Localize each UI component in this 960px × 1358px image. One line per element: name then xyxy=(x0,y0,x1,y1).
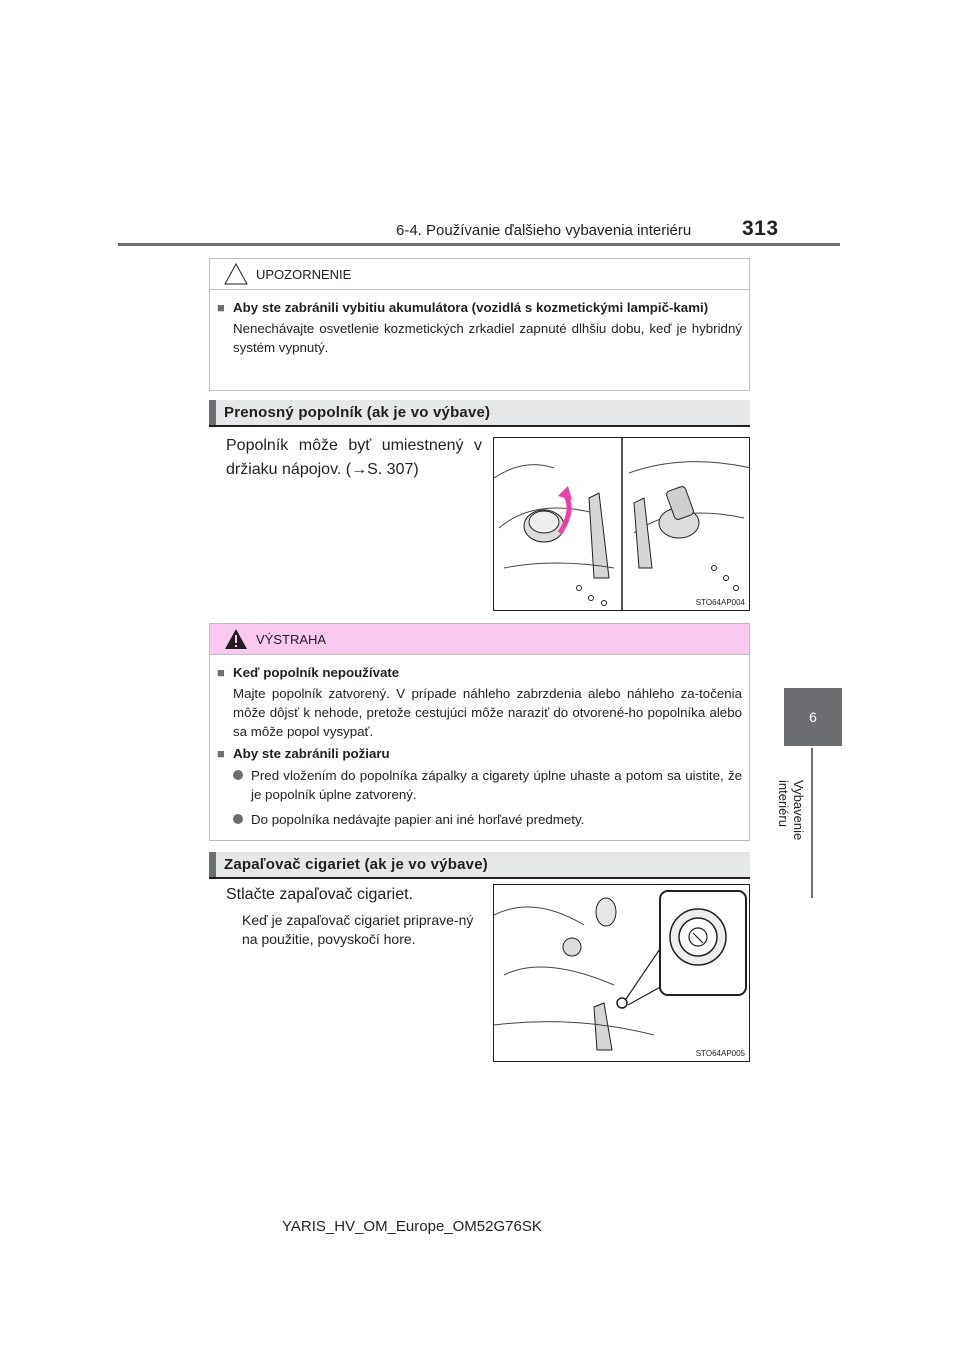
side-rule xyxy=(811,748,813,898)
warning-bullet: Do popolníka nedávajte papier ani iné horľavé predmety. xyxy=(217,810,742,829)
lighter-drawing xyxy=(494,885,750,1062)
notice-item-text: Nenechávajte osvetlenie kozmetických zrkadiel zapnuté dlhšiu dobu, keď je hybridný systém vypnutý. xyxy=(233,321,742,355)
warning-label: VÝSTRAHA xyxy=(256,631,327,647)
warning-body xyxy=(210,655,749,837)
figure-code: STO64AP004 xyxy=(695,598,745,607)
lighter-note: Keď je zapaľovač cigariet priprave-ný na použitie, povyskočí hore. xyxy=(242,912,474,947)
notice-label: UPOZORNENIE xyxy=(256,266,352,282)
notice-header xyxy=(210,259,749,290)
warning-triangle-icon xyxy=(224,628,248,650)
ashtray-heading: Prenosný popolník (ak je vo výbave) xyxy=(209,400,750,427)
caution-outline-icon xyxy=(224,263,248,285)
warning-item-title: ■ Keď popolník nepoužívate xyxy=(217,665,400,680)
notice-box xyxy=(209,258,750,391)
warning-bullet: Pred vložením do popolníka zápalky a cigarety úplne uhaste a potom sa uistite, že je popolník úplne zatvorený. xyxy=(217,766,742,804)
warning-box xyxy=(209,623,750,841)
notice-item-title: ■ Aby ste zabránili vybitiu akumulátora (vozidlá s kozmetickými lampič-kami) xyxy=(217,300,709,315)
lighter-body: Stlačte zapaľovač cigariet. xyxy=(226,886,413,903)
square-bullet-icon: ■ xyxy=(217,300,225,315)
warning-item-text: Majte popolník zatvorený. V prípade náhleho zabrzdenia alebo náhleho za-točenia môže dôjsť k nehode, pretože cestujúci môže naraziť do otvorené-ho popolníka alebo sa môže popol vysypať. xyxy=(233,686,742,739)
circle-bullet-icon xyxy=(233,770,243,780)
chapter-number: 6 xyxy=(809,709,817,725)
page-number: 313 xyxy=(742,217,779,240)
lighter-illustration xyxy=(493,884,750,1062)
heading-accent xyxy=(209,852,216,877)
lighter-heading: Zapaľovač cigariet (ak je vo výbave) xyxy=(209,852,750,879)
ashtray-drawing xyxy=(494,438,750,611)
warning-item-title: ■ Aby ste zabránili požiaru xyxy=(217,746,390,761)
circle-bullet-icon xyxy=(233,814,243,824)
square-bullet-icon: ■ xyxy=(217,746,225,761)
header-rule xyxy=(118,243,840,246)
heading-accent xyxy=(209,400,216,425)
chapter-tab[interactable] xyxy=(784,688,842,746)
section-title: 6-4. Používanie ďalšieho vybavenia interiéru xyxy=(396,222,692,239)
footer-doc-id: YARIS_HV_OM_Europe_OM52G76SK xyxy=(282,1218,542,1235)
warning-header xyxy=(210,624,749,655)
notice-body xyxy=(210,290,749,365)
ashtray-body: Popolník môže byť umiestnený v držiaku nápojov. (→S. 307) xyxy=(226,437,482,478)
chapter-label: Vybavenie interiéru xyxy=(776,780,806,841)
figure-code: STO64AP005 xyxy=(695,1049,745,1058)
square-bullet-icon: ■ xyxy=(217,665,225,680)
ashtray-illustration xyxy=(493,437,750,611)
